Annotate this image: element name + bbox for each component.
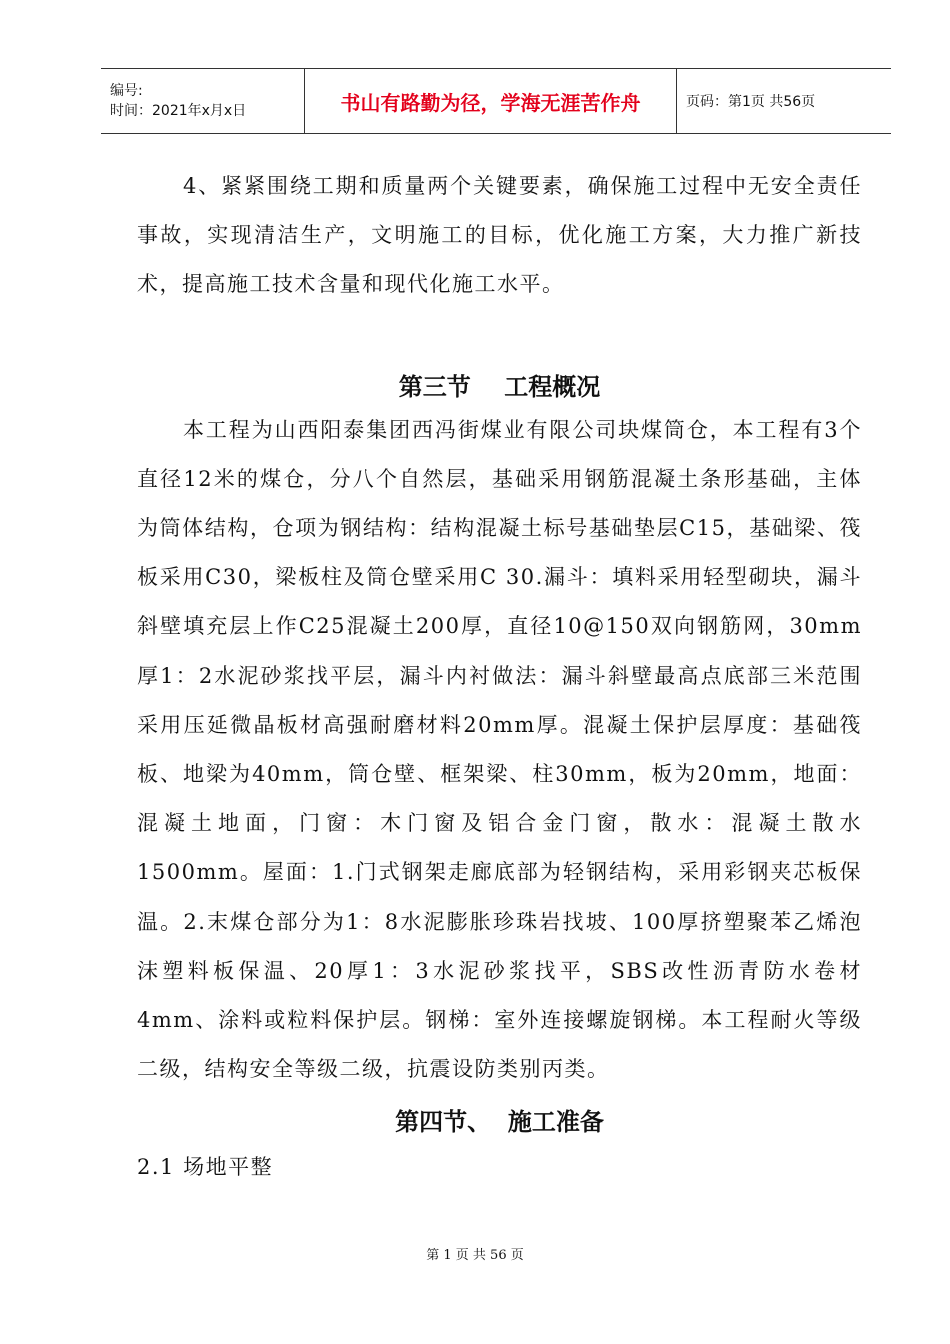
number-label: 编号:: [110, 83, 143, 99]
section-3-title: 第三节 工程概况: [398, 372, 601, 401]
paragraph-goals: 4、紧紧围绕工期和质量两个关键要素，确保施工过程中无安全责任事故，实现清洁生产，文明施工的目标，优化施工方案，大力推广新技术，提高施工技术含量和现代化施工水平。: [137, 174, 862, 297]
header-motto-cell: [304, 69, 677, 133]
document-body: [137, 162, 862, 1193]
page-info: 页码：第1页 共56页: [686, 94, 816, 110]
subsection-heading: 2.1 场地平整: [137, 1155, 274, 1180]
header-right-cell: [677, 69, 891, 133]
motto-text: 书山有路勤为径，学海无涯苦作舟: [340, 90, 641, 115]
section-4-title: 第四节、 施工准备: [395, 1108, 604, 1137]
paragraph-project-overview: 本工程为山西阳泰集团西冯街煤业有限公司块煤筒仓，本工程有3个直径12米的煤仓，分八个自然层，基础采用钢筋混凝土条形基础，主体为筒体结构，仓项为钢结构：结构混凝土标号基础垫层C15，基础梁、筏板采用C30，梁板柱及筒仓壁采用C 30.漏斗：填料采用轻型砌块，漏斗斜壁填充层上作C25混凝土200厚，直径10@150双向钢筋网，30mm厚1：2水泥砂浆找平层，漏斗内衬做法：漏斗斜壁最高点底部三米范围采用压延微晶板材高强耐磨材料20mm厚。混凝土保护层厚度：基础筏板、地梁为40mm，筒仓壁、框架梁、柱30mm，板为20mm，地面：混凝土地面，门窗：木门窗及铝合金门窗，散水：混凝土散水1500mm。屋面：1.门式钢架走廊底部为轻钢结构，采用彩钢夹芯板保温。2.末煤仓部分为1：8水泥膨胀珍珠岩找坡、100厚挤塑聚苯乙烯泡沫塑料板保温、20厚1：3水泥砂浆找平，SBS改性沥青防水卷材4mm、涂料或粒料保护层。钢梯：室外连接螺旋钢梯。本工程耐火等级二级，结构安全等级二级，抗震设防类别丙类。: [137, 417, 862, 1082]
header-left-cell: [101, 69, 304, 133]
page-header: [101, 68, 891, 134]
time-label: 时间：2021年x月x日: [110, 103, 247, 119]
page-footer: 第 1 页 共 56 页: [426, 1248, 524, 1263]
